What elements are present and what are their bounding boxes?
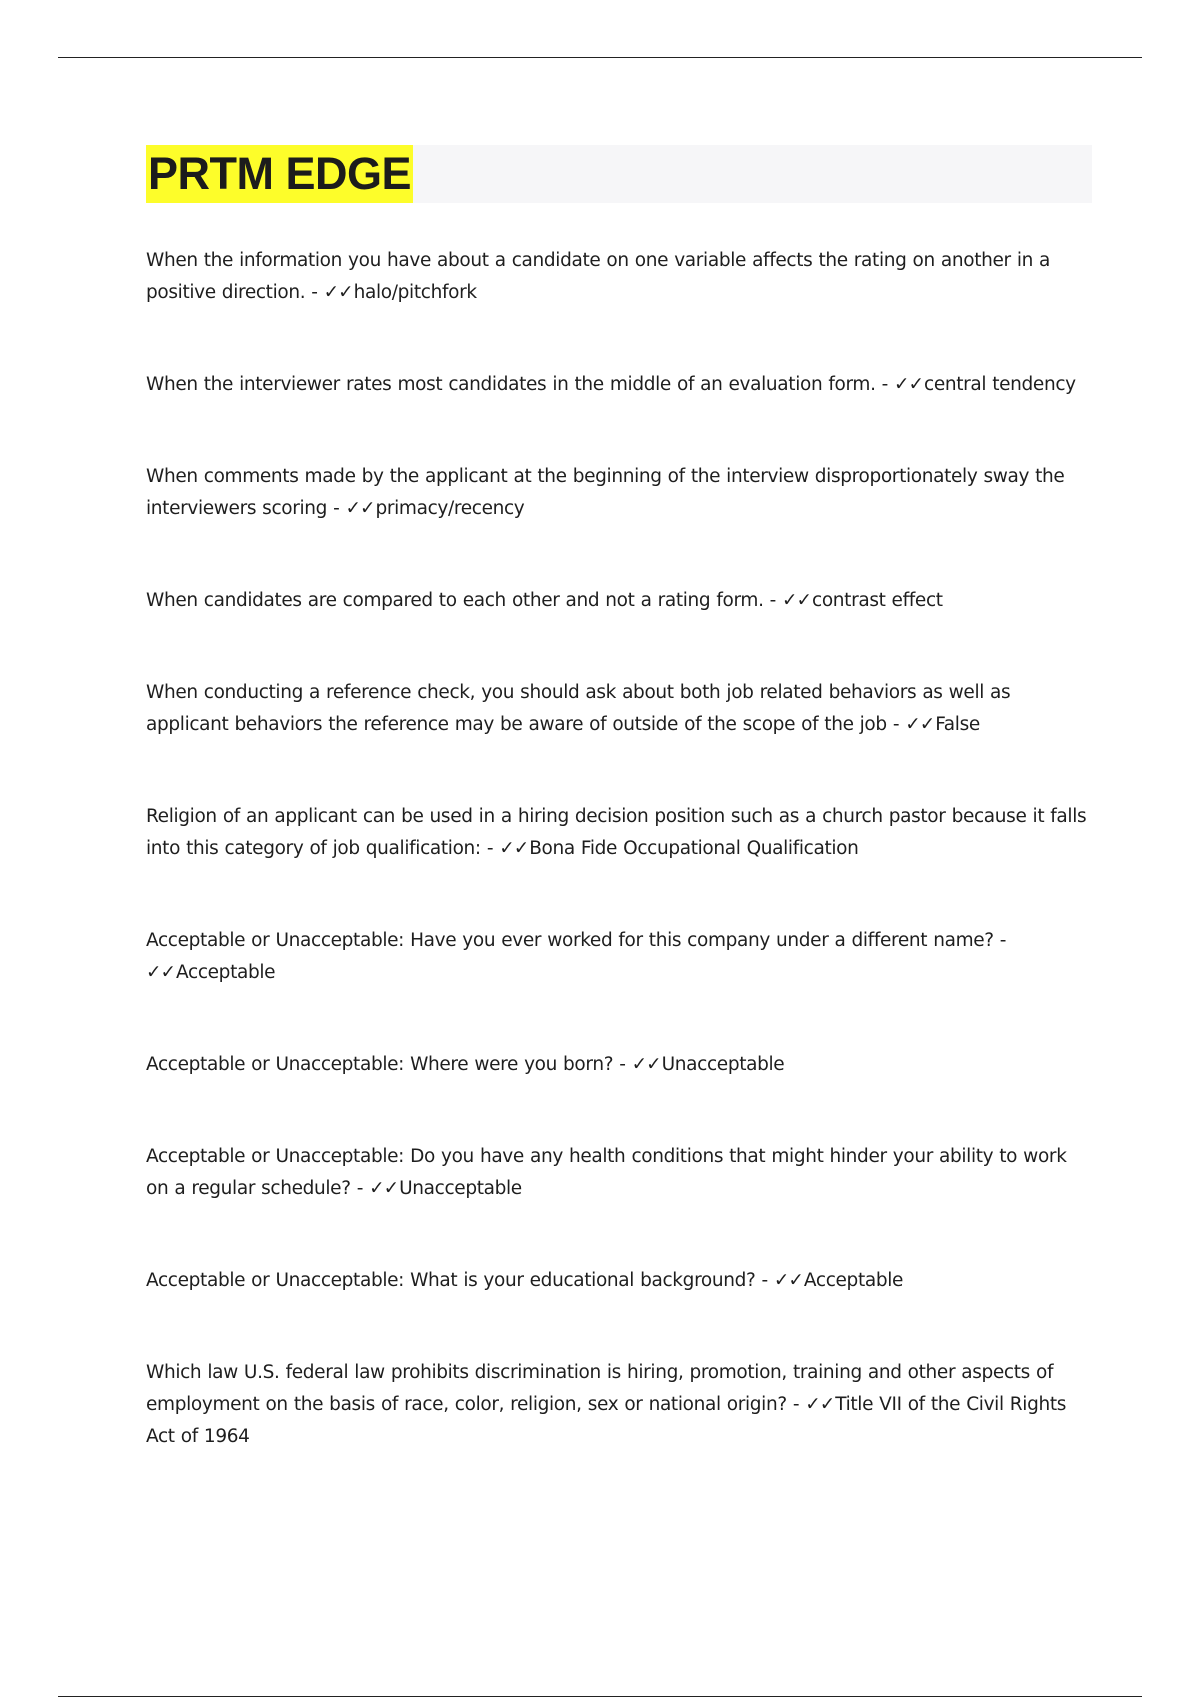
page-title: PRTM EDGE <box>146 145 413 203</box>
qa-item <box>146 801 1092 865</box>
qa-item <box>146 245 1092 309</box>
question-text: Which law U.S. federal law prohibits discrimination is hiring, promotion, training and other aspects of employment on the basis of race, color, religion, sex or national origin? <box>146 1362 1054 1415</box>
separator: - <box>875 374 895 395</box>
check-double-icon: ✓✓ <box>345 498 375 519</box>
question-text: Acceptable or Unacceptable: Where were you born? <box>146 1054 614 1075</box>
top-divider <box>58 57 1142 58</box>
answer-text: contrast effect <box>812 590 943 611</box>
question-text: When the information you have about a candidate on one variable affects the rating on another in a positive direction. <box>146 250 1051 303</box>
separator: - <box>480 838 500 859</box>
question-text: When conducting a reference check, you should ask about both job related behaviors as well as applicant behaviors the reference may be aware of outside of the scope of the job <box>146 682 1011 735</box>
separator: - <box>305 282 324 303</box>
qa-item <box>146 369 1092 401</box>
separator: - <box>350 1178 370 1199</box>
check-double-icon: ✓✓ <box>499 838 529 859</box>
answer-text: Acceptable <box>803 1270 904 1291</box>
check-double-icon: ✓✓ <box>894 374 924 395</box>
check-double-icon: ✓✓ <box>369 1178 399 1199</box>
qa-item <box>146 585 1092 617</box>
question-text: Acceptable or Unacceptable: Do you have any health conditions that might hinder your ability to work on a regular schedule? <box>146 1146 1067 1199</box>
question-text: When the interviewer rates most candidates in the middle of an evaluation form. <box>146 374 876 395</box>
question-text: Acceptable or Unacceptable: What is your educational background? <box>146 1270 756 1291</box>
answer-text: Bona Fide Occupational Qualification <box>529 838 859 859</box>
question-text: Acceptable or Unacceptable: Have you ever worked for this company under a different name? <box>146 930 994 951</box>
answer-text: halo/pitchfork <box>353 282 477 303</box>
separator: - <box>886 714 906 735</box>
answer-text: Title VII of the Civil Rights Act of 1964 <box>146 1394 1067 1447</box>
separator: - <box>755 1270 774 1291</box>
qa-item <box>146 925 1092 989</box>
qa-item <box>146 1049 1092 1081</box>
answer-text: Acceptable <box>176 962 276 983</box>
bottom-divider <box>58 1696 1142 1697</box>
check-double-icon: ✓✓ <box>773 1270 803 1291</box>
answer-text: central tendency <box>924 374 1076 395</box>
answer-text: Unacceptable <box>399 1178 522 1199</box>
check-double-icon: ✓✓ <box>805 1394 835 1415</box>
separator: - <box>613 1054 632 1075</box>
answer-text: primacy/recency <box>375 498 525 519</box>
answer-text: False <box>935 714 980 735</box>
qa-item <box>146 1265 1092 1297</box>
check-double-icon: ✓✓ <box>905 714 935 735</box>
qa-item <box>146 1357 1092 1453</box>
separator: - <box>993 930 1007 951</box>
question-text: When candidates are compared to each other and not a rating form. <box>146 590 764 611</box>
question-text: Religion of an applicant can be used in a hiring decision position such as a church pastor because it falls into this category of job qualification: <box>146 806 1087 859</box>
check-double-icon: ✓✓ <box>323 282 353 303</box>
check-double-icon: ✓✓ <box>631 1054 661 1075</box>
separator: - <box>327 498 346 519</box>
qa-item <box>146 677 1092 741</box>
qa-item <box>146 461 1092 525</box>
separator: - <box>763 590 782 611</box>
check-double-icon: ✓✓ <box>782 590 812 611</box>
qa-list <box>146 245 1092 1513</box>
check-double-icon: ✓✓ <box>146 962 176 983</box>
answer-text: Unacceptable <box>661 1054 785 1075</box>
qa-item <box>146 1141 1092 1205</box>
separator: - <box>786 1394 806 1415</box>
question-text: When comments made by the applicant at the beginning of the interview disproportionately sway the interviewers scoring <box>146 466 1065 519</box>
